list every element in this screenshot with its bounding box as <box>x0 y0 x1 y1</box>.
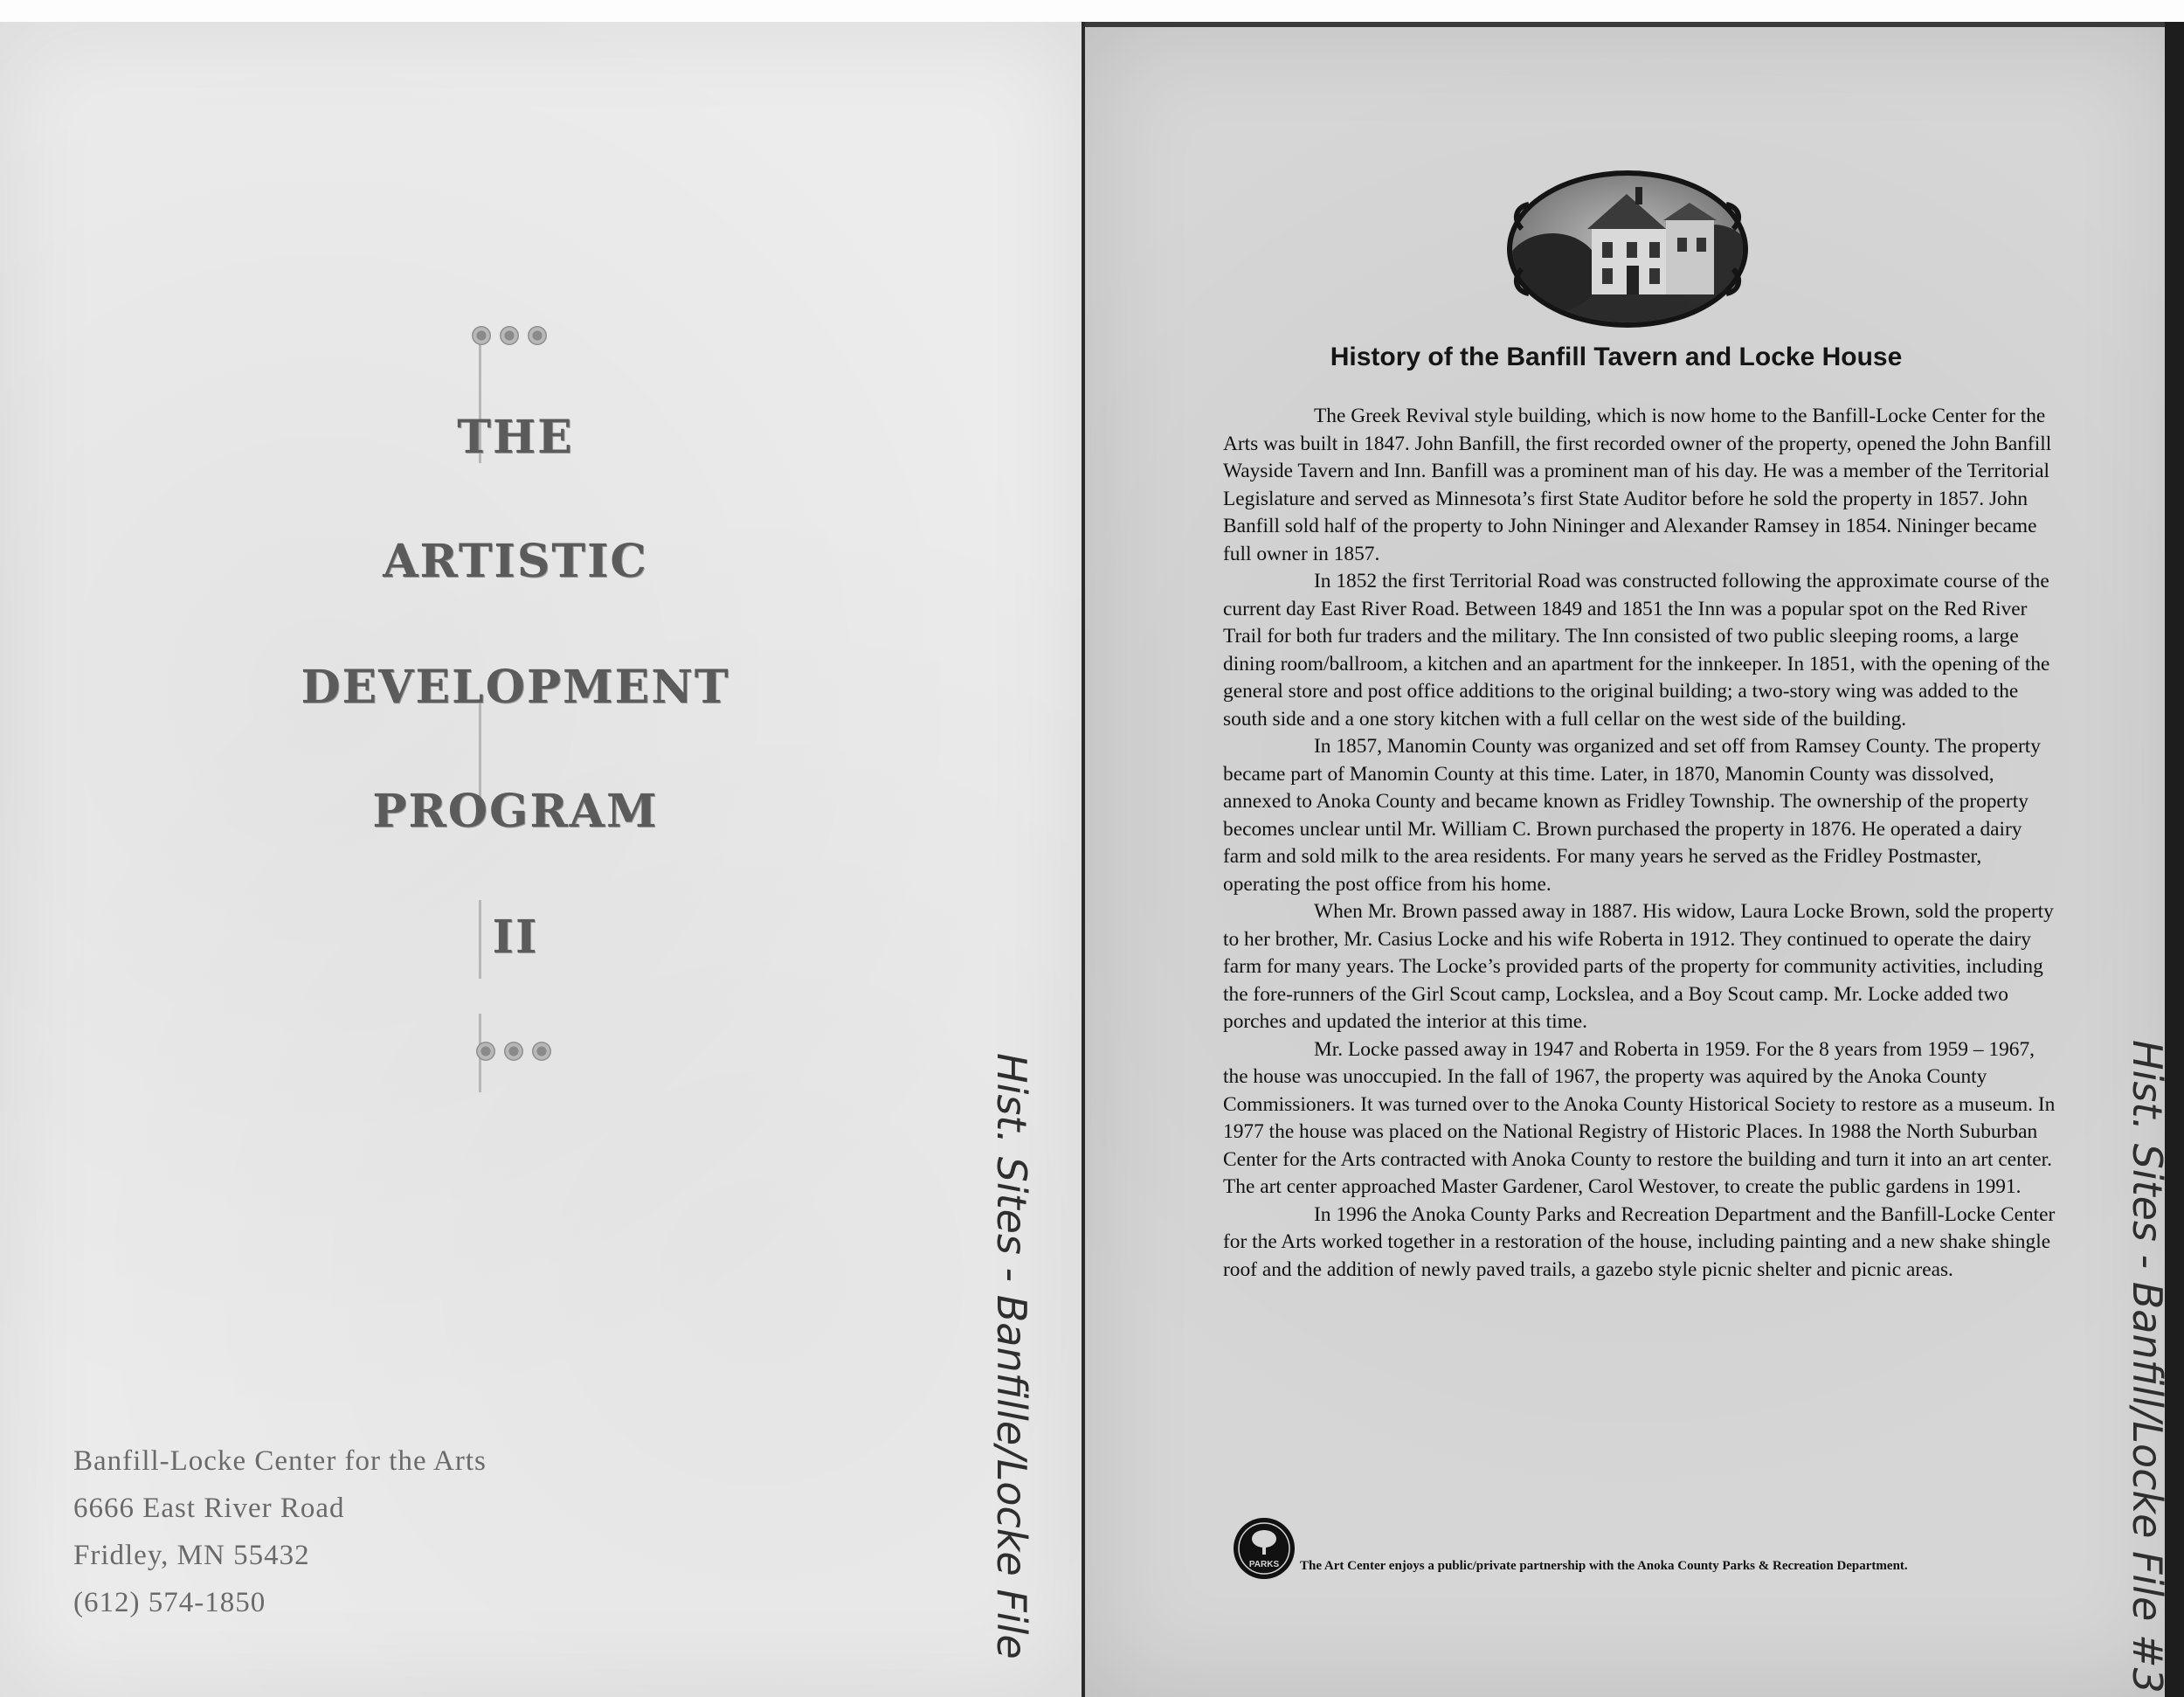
address-block <box>73 1437 487 1626</box>
history-paragraph: In 1996 the Anoka County Parks and Recreation Department and the Banfill-Locke Center for the Arts worked together in a restoration of the house, including painting and a new shake shingle roof and the addition of newly paved trails, a gazebo style picnic shelter and picnic areas. <box>1223 1202 2056 1281</box>
address-city: Fridley, MN 55432 <box>73 1540 310 1571</box>
history-paragraph: The Greek Revival style building, which is now home to the Banfill-Locke Center for the Arts was built in 1847. John Banfill, the first recorded owner of the property, opened the John Banfill Wayside Tavern and Inn. Banfill was a prominent man of his day. He was a member of the Territorial Legislature and served as Minnesota’s first State Auditor before he sold the property in 1857. John Banfill sold half of the property to John Nininger and Alexander Ramsey in 1854. Nininger became full owner in 1857. <box>1223 405 2052 565</box>
handwritten-note-right: Hist. Sites - Banfill/Locke File #3 <box>2124 1040 2171 1694</box>
cover-title-line-2: ARTISTIC <box>383 535 648 588</box>
cover-title-line-5: II <box>492 911 539 964</box>
cover-title-line-3: DEVELOPMENT <box>301 661 730 714</box>
history-paragraph: Mr. Locke passed away in 1947 and Roberta in 1959. For the 8 years from 1959 – 1967, the house was unoccupied. In the fall of 1967, the property was aquired by the Anoka County Commissioners. It was turned over to the Anoka County Historical Society to restore as a museum. In 1977 the house was placed on the National Registry of Historic Places. In 1988 the North Suburban Center for the Arts contracted with Anoka County to restore the building and turn it into an art center. The art center approached Master Gardener, Carol Westover, to create the public gardens in 1991. <box>1223 1037 2056 1198</box>
history-body <box>1223 403 2062 1284</box>
history-title: History of the Banfill Tavern and Locke House <box>1330 343 1903 371</box>
top-ornament-icon <box>472 326 547 345</box>
history-paragraph: In 1857, Manomin County was organized and set off from Ramsey County. The property became part of Manomin County at this time. Later, in 1870, Manomin County was dissolved, annexed to Anoka County and became known as Fridley Township. The ownership of the property becomes unclear until Mr. William C. Brown purchased the property in 1876. He operated a dairy farm and sold milk to the area residents. For many years he served as the Fridley Postmaster, operating the post office from his home. <box>1223 735 2041 896</box>
address-name: Banfill-Locke Center for the Arts <box>73 1445 487 1477</box>
partnership-footer-note: The Art Center enjoys a public/private partnership with the Anoka County Parks & Recreation Department. <box>1300 1559 1908 1573</box>
cover-title-line-4: PROGRAM <box>372 785 659 838</box>
cover-title-line-1: THE <box>457 411 574 464</box>
parks-logo-text: PARKS <box>1248 1560 1280 1569</box>
history-paragraph: When Mr. Brown passed away in 1887. His widow, Laura Locke Brown, sold the property to her brother, Mr. Casius Locke and his wife Roberta in 1912. They continued to operate the dairy farm for many years. The Locke’s provided parts of the property for community activities, including the fore-runners of the Girl Scout camp, Lockslea, and a Boy Scout camp. Mr. Locke added two porches and updated the interior at this time. <box>1223 900 2054 1033</box>
address-phone: (612) 574-1850 <box>73 1587 266 1618</box>
bottom-ornament-icon <box>476 1042 551 1061</box>
page-edge-top <box>1085 22 2184 27</box>
handwritten-note-left: Hist. Sites - Banfille/Locke File <box>988 1053 1035 1659</box>
address-street: 6666 East River Road <box>73 1493 345 1524</box>
house-photo-oval <box>1504 168 1751 330</box>
anoka-county-parks-logo-icon <box>1232 1516 1296 1581</box>
history-paragraph: In 1852 the first Territorial Road was constructed following the approximate course of the current day East River Road. Between 1849 and 1851 the Inn was a popular spot on the Red River Trail for both fur traders and the military. The Inn consisted of two public sleeping rooms, a large dining room/ballroom, a kitchen and an apartment for the innkeeper. In 1851, with the opening of the general store and post office additions to the original building; a two-story wing was added to the south side and a one story kitchen with a full cellar on the west side of the building. <box>1223 570 2050 731</box>
